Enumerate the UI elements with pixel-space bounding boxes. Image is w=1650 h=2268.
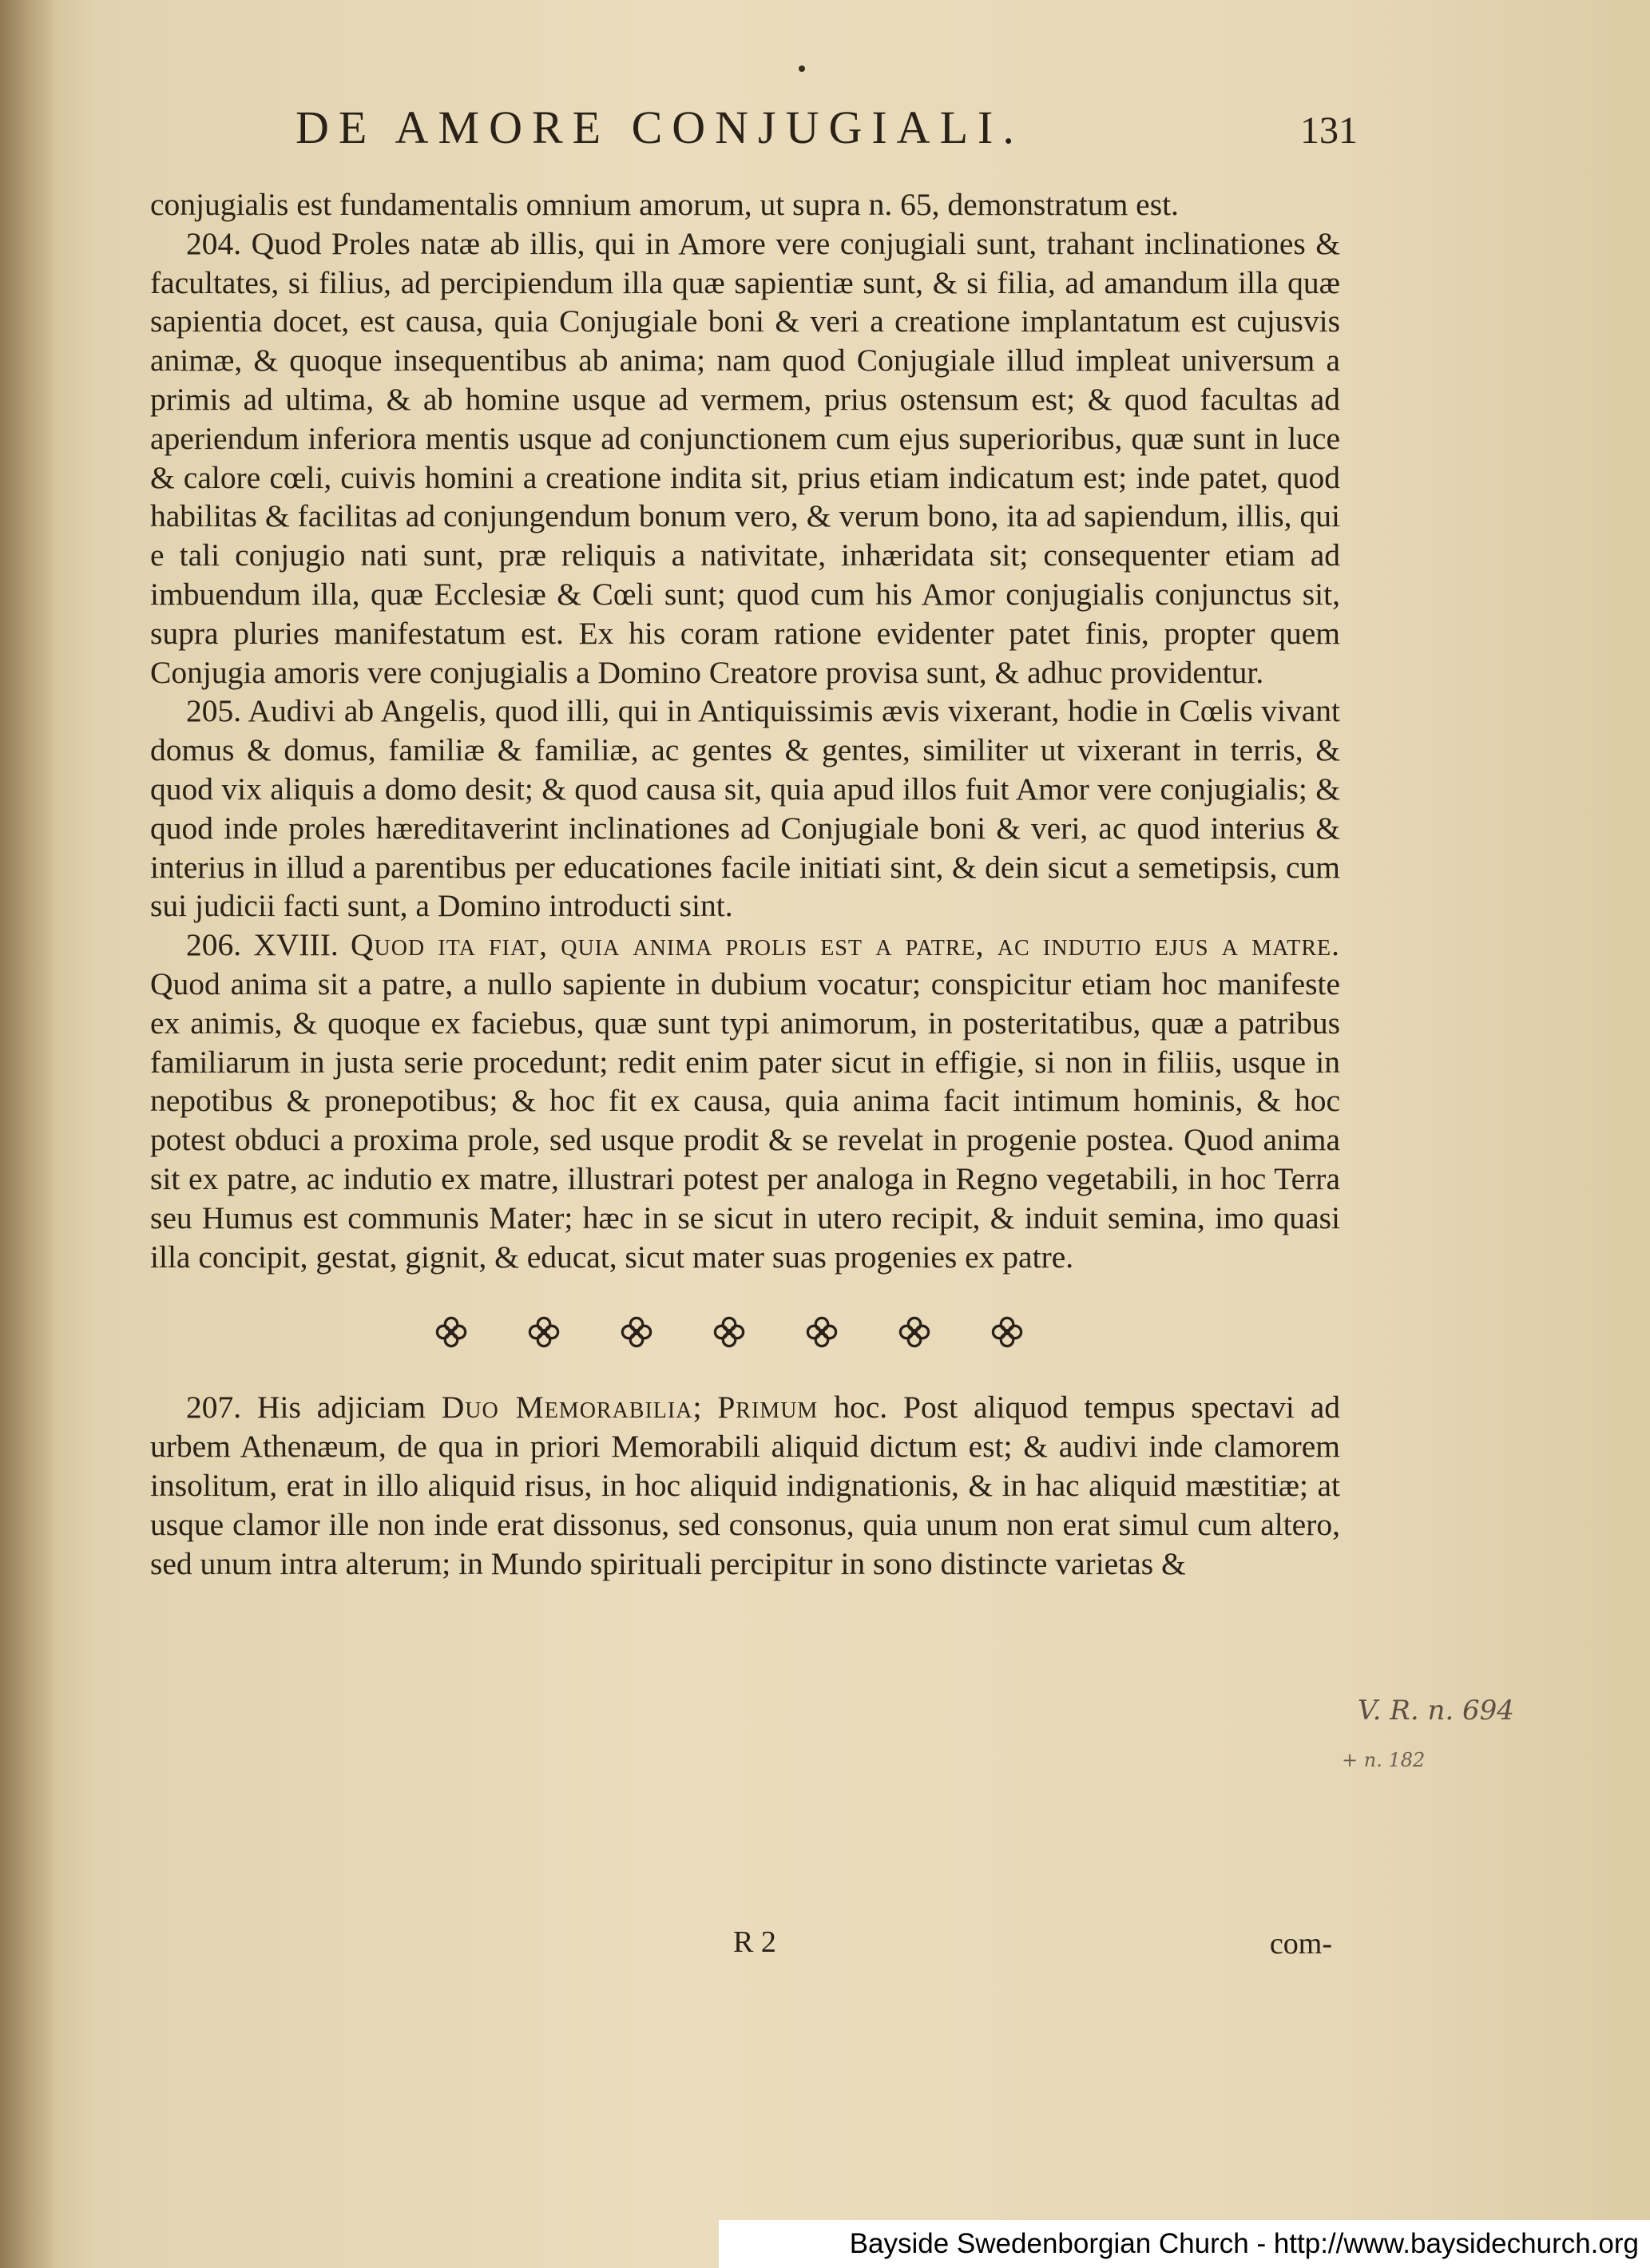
paragraph-continuation: conjugialis est fundamentalis omnium amorum, ut supra n. 65, demonstratum est. [150,187,1179,222]
page-header [295,96,1358,168]
page-number: 131 [1300,109,1358,152]
main-text [150,185,1340,1583]
fleuron-icon [897,1314,932,1350]
paragraph-207-body: hoc. Post aliquod tempus spectavi ad urbem Athenæum, de qua in priori Memorabili aliquid dictum est; & audivi inde clamorem insolitum, erat in illo aliquid risus, in hoc aliquid indignationis, & in hac aliquid mæstitiæ; at usque clamor ille non inde erat dissonus, sed consonus, quia unum non erat simul cum altero, sed unum intra alterum; in Mundo spirituali percipitur in sono distincte varietas & [150,1390,1340,1581]
paragraph-207-separator: ; [692,1390,718,1425]
paragraph-206-body: Quod anima sit a patre, a nullo sapiente in dubium vocatur; conspicitur etiam hoc manifeste ex animis, & quoque ex faciebus, quæ sunt typi animorum, in posteritatibus, quæ a patribus familiarum in justa serie procedunt; redit enim pater sicut in effigie, si non in filiis, usque in nepotibus & pronepotibus; & hoc fit ex causa, quia anima facit intimum hominis, & hoc potest obduci a proxima prole, sed usque prodit & se revelat in progenie postea. Quod anima sit ex patre, ac indutio ex matre, illustrari potest per analoga in Regno vegetabili, in hoc Terra seu Humus est communis Mater; hæc in se sicut in utero recipit, & induit semina, imo quasi illa concipit, gestat, gignit, & educat, sicut mater suas progenies ex patre. [150,965,1340,1275]
marginal-note-secondary: + n. 182 [1342,1749,1426,1771]
source-watermark: Bayside Swedenborgian Church - http://www.baysidechurch.org [719,2220,1650,2268]
fleuron-icon [526,1314,561,1350]
page-footer [150,1925,1340,1973]
fleuron-icon [804,1314,839,1350]
paragraph-207 [150,1388,1340,1583]
fleuron-icon [712,1314,747,1350]
section-number-206: 206. XVIII. [186,927,351,963]
ornament-divider [150,1276,1340,1388]
fleuron-icon [619,1314,654,1350]
paragraph-204: 204. Quod Proles natæ ab illis, qui in Amore vere conjugiali sunt, trahant inclinationes & facultates, si filius, ad percipiendum illa quæ sapientiæ sunt, & si filia, ad amandum illa quæ sapientia docet, est causa, quia Conjugiale boni & veri a creatione implantatum est cujusvis animæ, & quoque insequentibus ab anima; nam quod Conjugiale illud impleat universum a primis ad ultima, & ab homine usque ad vermem, prius ostensum est; & quod facultas ad aperiendum inferiora mentis usque ad conjunctionem cum ejus superioribus, quæ sunt in luce & calore cœli, cuivis homini a creatione indita sit, prius etiam indicatum est; inde patet, quod habilitas & facilitas ad conjungendum bonum vero, & verum bono, ita ad sapiendum, illis, qui e tali conjugio nati sunt, præ reliquis a nativitate, inhæridata sit; consequenter etiam ad imbuendum illa, quæ Ecclesiæ & Cœli sunt; quod cum his Amor conjugialis conjunctus sit, supra pluries manifestatum est. Ex his coram ratione evidenter patet finis, propter quem Conjugia amoris vere conjugialis a Domino Creatore provisa sunt, & adhuc providentur. [150,225,1340,690]
small-caps-duo-memorabilia: Duo Memorabilia [441,1390,693,1425]
page-gutter-shadow [0,0,56,2268]
small-caps-primum: Primum [717,1390,819,1425]
paragraph-205: 205. Audivi ab Angelis, quod illi, qui in Antiquissimis ævis vixerant, hodie in Cœlis vivant domus & domus, familiæ & familiæ, ac gentes & gentes, similiter ut vixerant in terris, & quod vix aliquis a domo desit; & quod causa sit, quia apud illos fuit Amor vere conjugialis; & quod inde proles hæreditaverint inclinationes ad Conjugiale boni & veri, ac quod interius & interius in illud a parentibus per educationes facile initiati sint, & dein sicut a semetipsis, cum sui judicii facti sunt, a Domino introducti sint. [150,693,1340,924]
printer-mark [799,65,805,72]
fleuron-icon [990,1314,1025,1350]
catchword: com- [1269,1927,1332,1961]
section-heading-206: Quod ita fiat, quia anima prolis est a patre, ac indutio ejus a matre. [350,927,1340,963]
fleuron-icon [434,1314,469,1350]
paragraph-207-lead: 207. His adjiciam [186,1390,442,1425]
paragraph-206 [150,926,1340,1276]
signature-mark: R 2 [733,1925,776,1959]
marginal-note-reference: V. R. n. 694 [1358,1695,1514,1727]
running-title: DE AMORE CONJUGIALI. [295,101,1024,153]
